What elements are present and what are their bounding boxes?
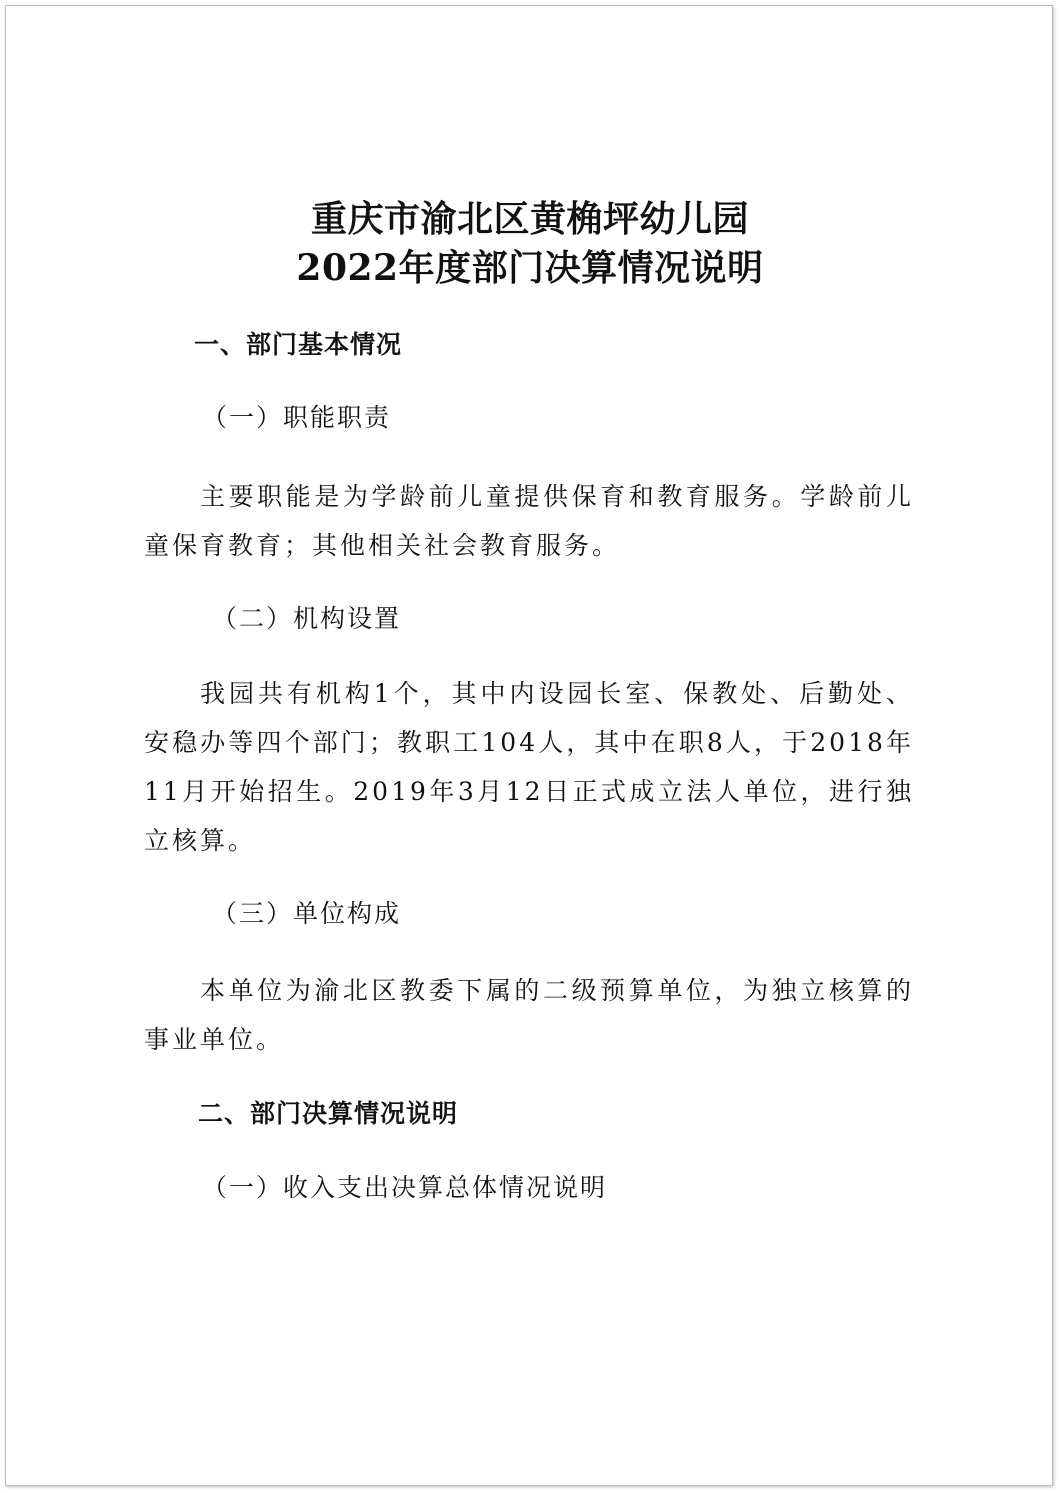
paragraph-functions: 主要职能是为学龄前儿童提供保育和教育服务。学龄前儿童保育教育；其他相关社会教育服务。 — [144, 482, 914, 560]
paragraph-organization: 我园共有机构1个，其中内设园长室、保教处、后勤处、安稳办等四个部门；教职工104人，其中在职8人，于2018年11月开始招生。2019年3月12日正式成立法人单位，进行独立核算。 — [144, 679, 914, 855]
subsection-heading-unit-composition: （三）单位构成 — [212, 899, 402, 928]
subsection-heading-organization: （二）机构设置 — [212, 604, 402, 633]
subsection-heading-revenue-expenditure: （一）收入支出决算总体情况说明 — [202, 1173, 608, 1202]
paragraph-unit-composition: 本单位为渝北区教委下属的二级预算单位，为独立核算的事业单位。 — [144, 976, 914, 1054]
document-title-line2: 2022年度部门决算情况说明 — [296, 247, 764, 289]
section-heading-basic-info: 一、部门基本情况 — [194, 330, 403, 359]
subsection-heading-functions: （一）职能职责 — [202, 403, 392, 432]
document-title-line1: 重庆市渝北区黄桷坪幼儿园 — [310, 198, 749, 240]
section-heading-final-accounts: 二、部门决算情况说明 — [198, 1099, 459, 1128]
